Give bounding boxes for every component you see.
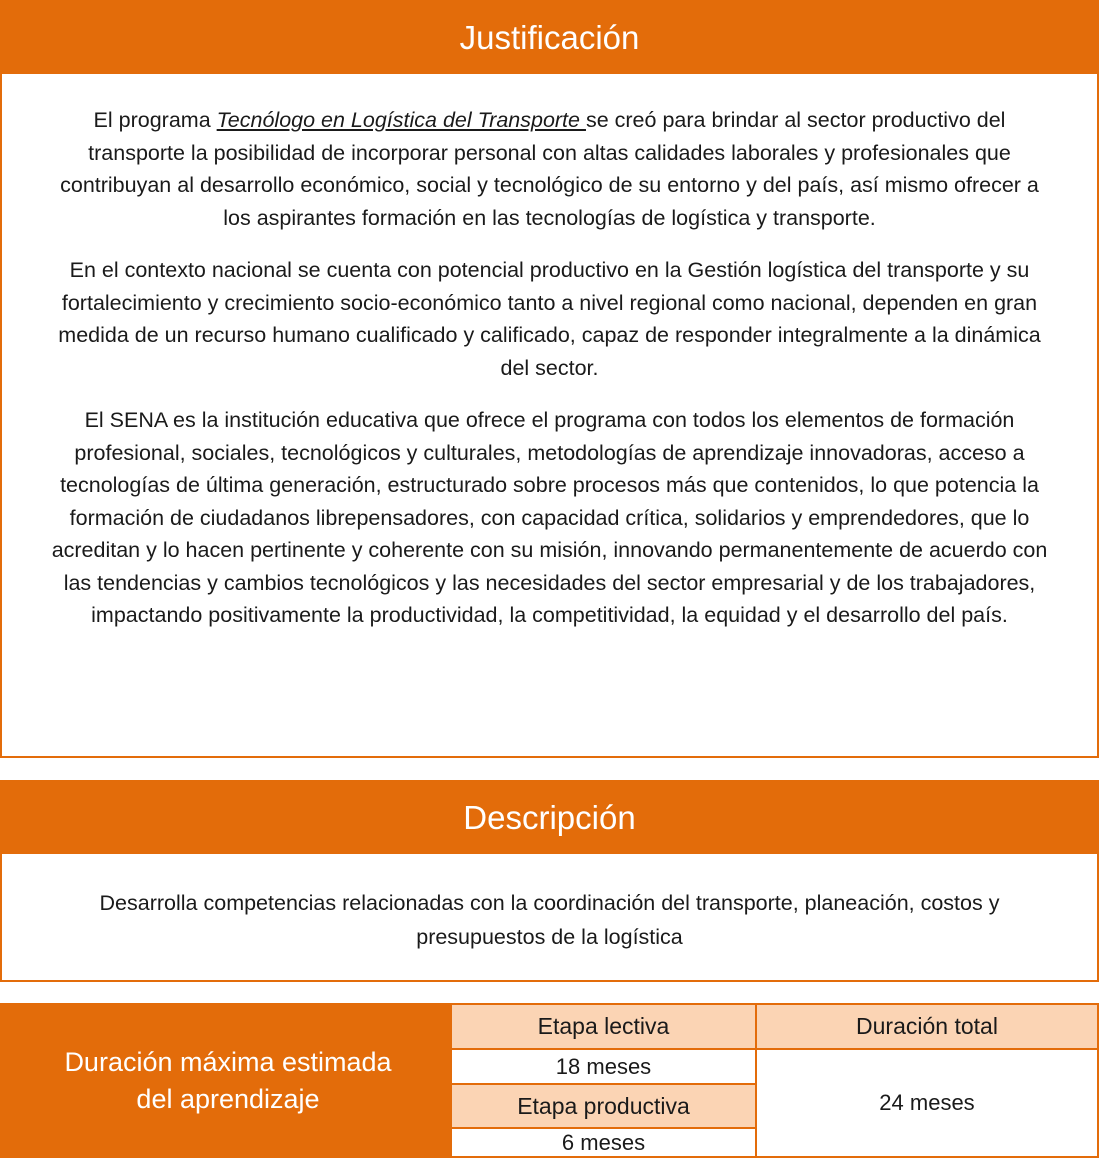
justificacion-paragraph-1: [50, 104, 1049, 234]
descripcion-body: [2, 854, 1097, 954]
etapa-lectiva-value: 18 meses: [452, 1050, 755, 1083]
duracion-table: [452, 1005, 1097, 1156]
paragraph-1-suffix: se creó para brindar al sector productivo del transporte la posibilidad de incorporar personal con altas calidades laborales y profesionales que contribuyan al desarrollo económico, social y tecnológico de su entorno y del país, así mismo ofrecer a los aspirantes formación en las tecnologías de logística y transporte.: [60, 108, 1039, 230]
etapa-productiva-value: 6 meses: [452, 1129, 755, 1156]
duracion-label-line-2: del aprendizaje: [136, 1083, 320, 1114]
justificacion-paragraph-3: El SENA es la institución educativa que ofrece el programa con todos los elementos de formación profesional, sociales, tecnológicos y culturales, metodologías de aprendizaje innovadoras, acceso a tecnologías de última generación, estructurado sobre procesos más que contenidos, lo que potencia la formación de ciudadanos librepensadores, con capacidad crítica, solidarios y emprendedores, que lo acreditan y lo hacen pertinente y coherente con su misión, innovando permanentemente de acuerdo con las tendencias y cambios tecnológicos y las necesidades del sector empresarial y de los trabajadores, impactando positivamente la productividad, la competitividad, la equidad y el desarrollo del país.: [51, 408, 1048, 627]
etapa-lectiva-header: Etapa lectiva: [452, 1005, 755, 1048]
descripcion-section: [0, 780, 1099, 982]
justificacion-paragraph-2: En el contexto nacional se cuenta con potencial productivo en la Gestión logística del transporte y su fortalecimiento y crecimiento socio-económico tanto a nivel regional como nacional, dependen en gran medida de un recurso humano cualificado y calificado, capaz de responder integralmente a la dinámica del sector.: [58, 258, 1041, 380]
duracion-total-header: Duración total: [757, 1005, 1097, 1048]
duracion-section: [0, 1003, 1099, 1158]
duracion-label-line-1: Duración máxima estimada: [64, 1046, 392, 1077]
paragraph-1-prefix: El programa: [93, 108, 217, 132]
descripcion-text: Desarrolla competencias relacionadas con la coordinación del transporte, planeación, costos y presupuestos de la logística: [99, 891, 1000, 949]
program-name: Tecnólogo en Logística del Transporte: [216, 108, 586, 132]
justificacion-title: Justificación: [2, 2, 1097, 74]
duracion-total-value: 24 meses: [757, 1050, 1097, 1156]
justificacion-body: [2, 74, 1097, 632]
descripcion-title: Descripción: [2, 782, 1097, 854]
etapa-productiva-header: Etapa productiva: [452, 1085, 755, 1127]
duracion-label: [2, 1005, 452, 1156]
